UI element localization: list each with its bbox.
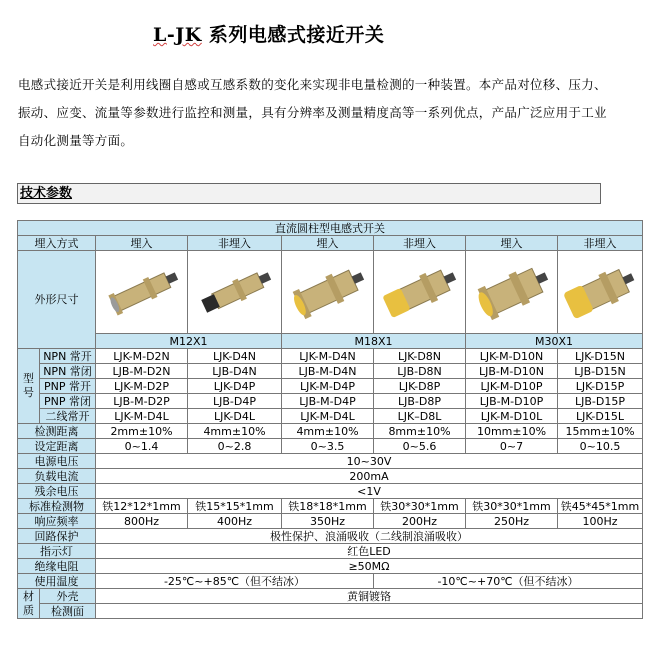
set-cell: 0~7 [466,439,558,454]
voltage-value: 10~30V [96,454,643,469]
temp-label: 使用温度 [18,574,96,589]
protect-value: 极性保护、浪涌吸收（二线制浪涌吸收） [96,529,643,544]
detect-cell: 4mm±10% [188,424,282,439]
current-value: 200mA [96,469,643,484]
model-cell: LJB-D15N [558,364,643,379]
model-row-label: NPN 常开 [40,349,96,364]
protect-label: 回路保护 [18,529,96,544]
model-cell: LJB-M-D10P [466,394,558,409]
target-cell: 铁15*15*1mm [188,499,282,514]
model-cell: LJK–D8L [374,409,466,424]
model-row-label: 二线常开 [40,409,96,424]
residual-value: <1V [96,484,643,499]
model-cell: LJK-M-D4L [96,409,188,424]
model-cell: LJB-D15P [558,394,643,409]
model-cell: LJB-M-D2P [96,394,188,409]
install-label: 埋入方式 [18,236,96,251]
size-cell: M30X1 [466,334,643,349]
face-label: 检测面 [40,604,96,619]
model-cell: LJK-M-D10L [466,409,558,424]
model-cell: LJB-M-D10N [466,364,558,379]
sensor-image [558,251,643,334]
set-cell: 0~1.4 [96,439,188,454]
indicator-value: 红色LED [96,544,643,559]
target-cell: 铁30*30*1mm [466,499,558,514]
set-cell: 0~3.5 [282,439,374,454]
title-prefix: L [153,24,167,46]
temp-value: -10℃~+70℃（但不结冰） [374,574,643,589]
title-suffix: JK [175,24,202,46]
spec-table [17,220,643,619]
freq-cell: 100Hz [558,514,643,529]
table-caption: 直流圆柱型电感式开关 [18,221,643,236]
residual-label: 残余电压 [18,484,96,499]
detect-cell: 4mm±10% [282,424,374,439]
model-cell: LJB-D8N [374,364,466,379]
title-rest: 系列电感式接近开关 [201,24,385,46]
model-cell: LJB-M-D4N [282,364,374,379]
freq-cell: 200Hz [374,514,466,529]
section-title: 技术参数 [20,186,73,201]
sensor-image [282,251,374,334]
face-value [96,604,643,619]
size-cell: M18X1 [282,334,466,349]
model-group-label: 型号 [18,349,40,424]
install-cell: 非埋入 [374,236,466,251]
title-dash: - [166,24,176,46]
model-cell: LJB-M-D4P [282,394,374,409]
model-row-label: PNP 常闭 [40,394,96,409]
page-title [153,20,384,47]
size-cell: M12X1 [96,334,282,349]
shell-label: 外壳 [40,589,96,604]
model-cell: LJK-D4P [188,379,282,394]
sensor-image [96,251,188,334]
target-cell: 铁30*30*1mm [374,499,466,514]
set-cell: 0~2.8 [188,439,282,454]
target-cell: 铁12*12*1mm [96,499,188,514]
target-cell: 铁18*18*1mm [282,499,374,514]
material-group-label: 材质 [18,589,40,619]
freq-cell: 350Hz [282,514,374,529]
model-row-label: PNP 常开 [40,379,96,394]
sensor-image [374,251,466,334]
voltage-label: 电源电压 [18,454,96,469]
target-cell: 铁45*45*1mm [558,499,643,514]
model-row-label: NPN 常闭 [40,364,96,379]
freq-cell: 250Hz [466,514,558,529]
model-cell: LJK-D8P [374,379,466,394]
section-header [17,183,601,204]
set-cell: 0~10.5 [558,439,643,454]
model-cell: LJK-D15L [558,409,643,424]
model-cell: LJK-D4N [188,349,282,364]
model-cell: LJK-M-D4P [282,379,374,394]
detect-cell: 10mm±10% [466,424,558,439]
detect-cell: 2mm±10% [96,424,188,439]
sensor-image [188,251,282,334]
sensor-image [466,251,558,334]
set-cell: 0~5.6 [374,439,466,454]
model-cell: LJB-M-D2N [96,364,188,379]
shell-value: 黄铜镀铬 [96,589,643,604]
install-cell: 埋入 [282,236,374,251]
model-cell: LJK-D4L [188,409,282,424]
model-cell: LJB-D8P [374,394,466,409]
model-cell: LJK-M-D4L [282,409,374,424]
model-cell: LJK-M-D4N [282,349,374,364]
model-cell: LJK-D15N [558,349,643,364]
model-cell: LJK-D15P [558,379,643,394]
install-cell: 埋入 [96,236,188,251]
intro-paragraph: 电感式接近开关是利用线圈自感或互感系数的变化来实现非电量检测的一种装置。本产品对位移、压力、振动、应变、流量等参数进行监控和测量，具有分辨率及测量精度高等一系列优点，产品广泛应用于工业自动化测量等方面。 [18,77,607,148]
model-cell: LJK-M-D10P [466,379,558,394]
model-cell: LJB-D4N [188,364,282,379]
model-cell: LJB-D4P [188,394,282,409]
model-cell: LJK-M-D2N [96,349,188,364]
freq-cell: 800Hz [96,514,188,529]
current-label: 负载电流 [18,469,96,484]
indicator-label: 指示灯 [18,544,96,559]
model-cell: LJK-M-D10N [466,349,558,364]
target-label: 标准检测物 [18,499,96,514]
shape-label: 外形尺寸 [18,251,96,349]
temp-value: -25℃~+85℃（但不结冰） [96,574,374,589]
insul-label: 绝缘电阻 [18,559,96,574]
detect-cell: 8mm±10% [374,424,466,439]
freq-label: 响应频率 [18,514,96,529]
model-cell: LJK-D8N [374,349,466,364]
detect-cell: 15mm±10% [558,424,643,439]
install-cell: 埋入 [466,236,558,251]
model-cell: LJK-M-D2P [96,379,188,394]
detect-label: 检测距离 [18,424,96,439]
freq-cell: 400Hz [188,514,282,529]
install-cell: 非埋入 [558,236,643,251]
set-label: 设定距离 [18,439,96,454]
install-cell: 非埋入 [188,236,282,251]
insul-value: ≥50MΩ [96,559,643,574]
